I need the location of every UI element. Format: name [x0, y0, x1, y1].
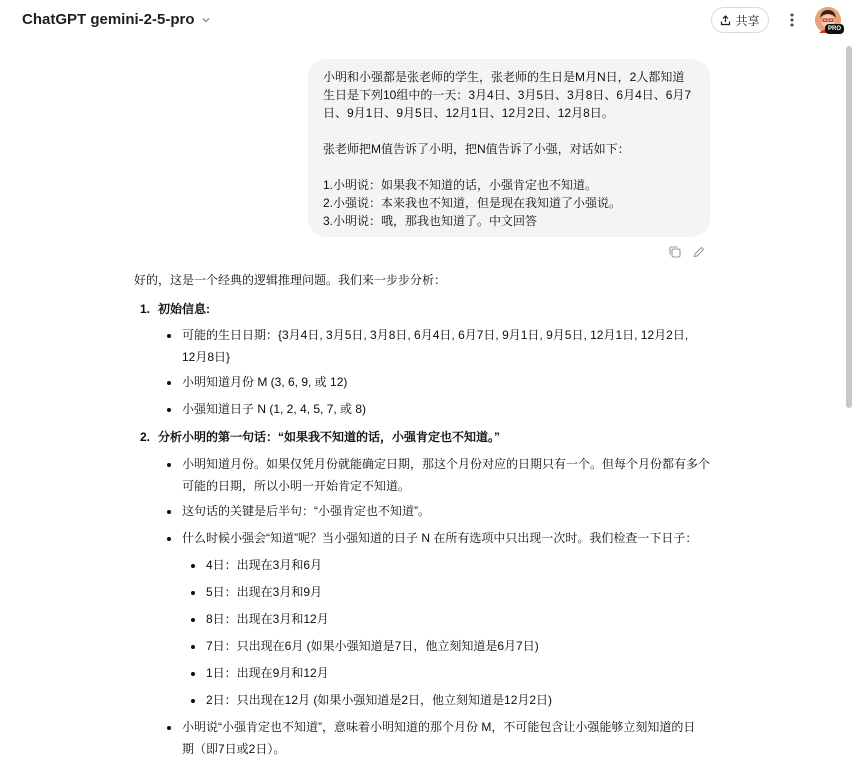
message-actions [668, 245, 706, 259]
share-button[interactable] [711, 7, 769, 33]
list-item [182, 373, 722, 392]
user-message-line: 2.小强说：本来我也不知道，但是现在我知道了小强说。 [323, 196, 622, 210]
bullet-icon [167, 510, 171, 514]
section-heading [140, 300, 210, 318]
list-item-text: 可能的日期，所以小明一开始肯定不知道。 [182, 479, 411, 493]
more-options-button[interactable] [782, 10, 802, 30]
sub-list-item-text: 4日：出现在3月和6月 [206, 558, 323, 572]
bullet-icon [167, 334, 171, 338]
pro-badge: PRO [825, 24, 844, 34]
list-item [182, 400, 722, 419]
sub-list-item [206, 664, 706, 683]
user-message-line: 日、9月1日、9月5日、12月1日、12月2日、12月8日。 [323, 106, 614, 120]
list-item-text: 可能的生日日期：{3月4日, 3月5日, 3月8日, 6月4日, 6月7日, 9月1日, 9月5日, 12月1日, 12月2日, [182, 328, 689, 342]
copy-icon [668, 245, 682, 259]
bullet-icon [167, 537, 171, 541]
sub-list-item [206, 637, 706, 656]
user-message-bubble [308, 59, 710, 237]
list-item-text: 小明知道月份 M (3, 6, 9, 或 12) [182, 375, 348, 389]
user-message-line: 1.小明说：如果我不知道的话，小强肯定也不知道。 [323, 178, 598, 192]
user-message-line: 生日是下列10组中的一天：3月4日、3月5日、3月8日、6月4日、6月7 [323, 88, 692, 102]
section-number: 1. [140, 302, 151, 316]
sub-list-item-text: 1日：出现在9月和12月 [206, 666, 329, 680]
pencil-icon [692, 245, 706, 259]
share-icon [720, 15, 731, 26]
section-number: 2. [140, 430, 151, 444]
list-item-text: 小明知道月份。如果仅凭月份就能确定日期，那这个月份对应的日期只有一个。但每个月份都有多个 [182, 457, 711, 471]
list-item [182, 718, 722, 759]
bullet-icon [191, 699, 195, 703]
sub-list-item [206, 610, 706, 629]
list-item-text: 这句话的关键是后半句：“小强肯定也不知道”。 [182, 504, 430, 518]
list-item [182, 326, 722, 367]
user-avatar[interactable] [815, 7, 841, 33]
bullet-icon [167, 381, 171, 385]
sub-list-item-text: 8日：出现在3月和12月 [206, 612, 329, 626]
bullet-icon [167, 726, 171, 730]
list-item-text: 什么时候小强会“知道”呢？当小强知道的日子 N 在所有选项中只出现一次时。我们检查一下日子： [182, 531, 698, 545]
section-heading [140, 428, 500, 446]
user-message-line: 小明和小强都是张老师的学生，张老师的生日是M月N日，2人都知道 [323, 70, 685, 84]
bullet-icon [191, 591, 195, 595]
sub-list-item-text: 2日：只出现在12月 (如果小强知道是2日，他立刻知道是12月2日) [206, 693, 553, 707]
bullet-icon [191, 672, 195, 676]
top-bar [0, 0, 855, 40]
user-message-line: 3.小明说：哦，那我也知道了。中文回答 [323, 214, 538, 228]
model-selector[interactable] [22, 11, 211, 28]
list-item-text: 12月8日} [182, 350, 231, 364]
section-title: 分析小明的第一句话：“如果我不知道的话，小强肯定也不知道。” [158, 430, 501, 444]
sub-list-item [206, 691, 706, 710]
bullet-icon [191, 618, 195, 622]
sub-list-item [206, 556, 706, 575]
bullet-icon [191, 645, 195, 649]
share-label: 共享 [735, 13, 760, 28]
section-title: 初始信息: [158, 302, 210, 316]
copy-button[interactable] [668, 245, 682, 259]
edit-button[interactable] [692, 245, 706, 259]
more-vertical-icon [790, 13, 794, 27]
list-item [182, 455, 722, 496]
bullet-icon [167, 408, 171, 412]
sub-list-item [206, 583, 706, 602]
bullet-icon [191, 564, 195, 568]
list-item [182, 529, 722, 548]
list-item-text: 期（即7日或2日）。 [182, 742, 286, 756]
list-item-text: 小明说“小强肯定也不知道”，意味着小明知道的那个月份 M，不可能包含让小强能够立刻知道的日 [182, 720, 696, 734]
list-item-text: 小强知道日子 N (1, 2, 4, 5, 7, 或 8) [182, 402, 367, 416]
list-item [182, 502, 722, 521]
user-message-line: 张老师把M值告诉了小明，把N值告诉了小强，对话如下： [323, 142, 630, 156]
chevron-down-icon [201, 15, 211, 25]
bullet-icon [167, 463, 171, 467]
sub-list-item-text: 5日：出现在3月和9月 [206, 585, 323, 599]
model-title: ChatGPT gemini-2-5-pro [22, 11, 195, 28]
sub-list-item-text: 7日：只出现在6月 (如果小强知道是7日，他立刻知道是6月7日) [206, 639, 539, 653]
scrollbar-thumb[interactable] [846, 46, 852, 408]
assistant-intro: 好的，这是一个经典的逻辑推理问题。我们来一步步分析： [134, 273, 447, 287]
